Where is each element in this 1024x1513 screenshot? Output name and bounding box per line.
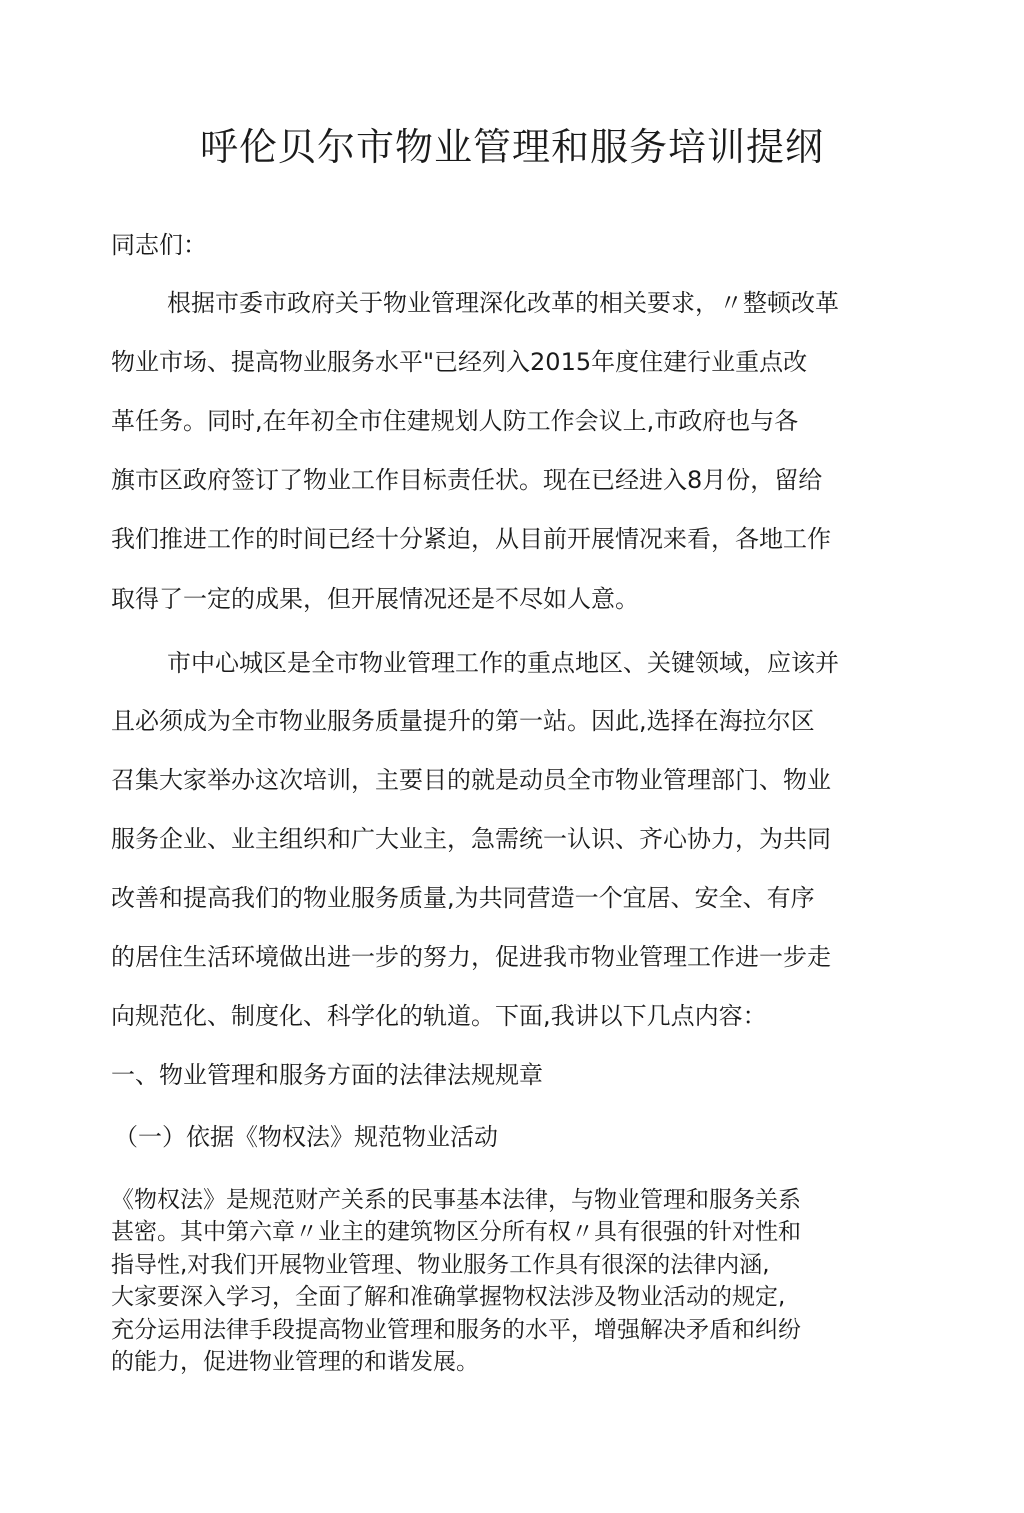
paragraph1-line: 旗市区政府签订了物业工作目标责任状。现在已经进入8月份，留给 — [111, 466, 823, 494]
paragraph2-line: 且必须成为全市物业服务质量提升的第一站。因此,选择在海拉尔区 — [111, 707, 815, 735]
paragraph3-line: 的能力，促进物业管理的和谐发展。 — [111, 1349, 479, 1375]
paragraph2-line: 的居住生活环境做出进一步的努力，促进我市物业管理工作进一步走 — [111, 943, 831, 971]
paragraph2-line: 召集大家举办这次培训，主要目的就是动员全市物业管理部门、物业 — [111, 766, 831, 794]
subsection-heading: （一）依据《物权法》规范物业活动 — [114, 1123, 498, 1151]
paragraph2-line: 市中心城区是全市物业管理工作的重点地区、关键领域，应该并 — [167, 649, 839, 677]
paragraph3-line: 指导性,对我们开展物业管理、物业服务工作具有很深的法律内涵, — [111, 1252, 770, 1278]
paragraph3-line: 充分运用法律手段提高物业管理和服务的水平，增强解决矛盾和纠纷 — [111, 1317, 801, 1343]
paragraph1-line: 取得了一定的成果，但开展情况还是不尽如人意。 — [111, 585, 639, 613]
paragraph3-line: 《物权法》是规范财产关系的民事基本法律，与物业管理和服务关系 — [111, 1187, 801, 1213]
paragraph3-line: 大家要深入学习，全面了解和准确掌握物权法涉及物业活动的规定, — [111, 1284, 786, 1310]
paragraph1-line: 根据市委市政府关于物业管理深化改革的相关要求，〃整顿改革 — [167, 289, 839, 317]
paragraph3-line: 甚密。其中第六章〃业主的建筑物区分所有权〃具有很强的针对性和 — [111, 1219, 801, 1245]
paragraph1-line: 物业市场、提高物业服务水平"已经列入2015年度住建行业重点改 — [111, 348, 808, 376]
section-heading: 一、物业管理和服务方面的法律法规规章 — [111, 1061, 543, 1089]
paragraph1-line: 革任务。同时,在年初全市住建规划人防工作会议上,市政府也与各 — [111, 407, 799, 435]
paragraph2-line: 向规范化、制度化、科学化的轨道。下面,我讲以下几点内容： — [111, 1002, 767, 1030]
paragraph2-line: 改善和提高我们的物业服务质量,为共同营造一个宜居、安全、有序 — [111, 884, 815, 912]
salutation: 同志们： — [111, 231, 207, 259]
paragraph2-line: 服务企业、业主组织和广大业主，急需统一认识、齐心协力，为共同 — [111, 825, 831, 853]
paragraph1-line: 我们推进工作的时间已经十分紧迫，从目前开展情况来看，各地工作 — [111, 525, 831, 553]
document-title: 呼伦贝尔市物业管理和服务培训提纲 — [199, 125, 824, 169]
